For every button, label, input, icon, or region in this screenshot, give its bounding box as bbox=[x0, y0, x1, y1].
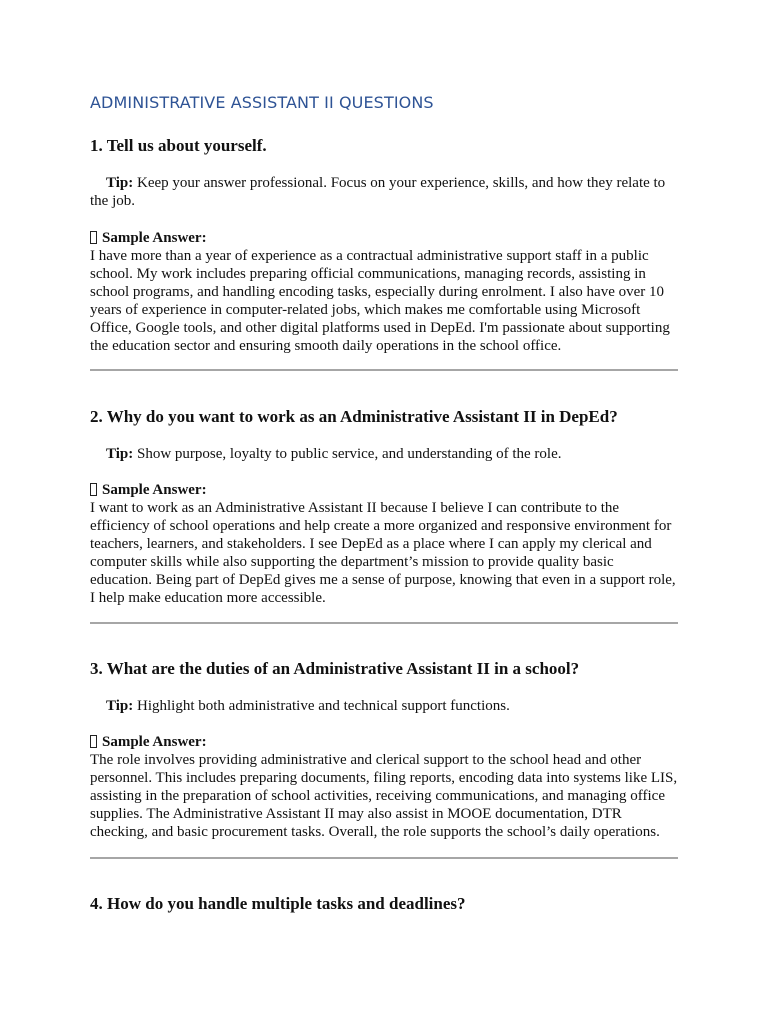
question-heading: 2. Why do you want to work as an Administrative Assistant II in DepEd? bbox=[90, 407, 618, 426]
question-heading: 1. Tell us about yourself. bbox=[90, 136, 267, 155]
sample-answer-text: The role involves providing administrative and clerical support to the school head and other personnel. This includes preparing documents, filing reports, encoding data into systems like LIS, assisting in the preparation of school activities, receiving communications, and managing office supplies. The Administrative Assistant II may also assist in MOOE documentation, DTR checking, and basic procurement tasks. Overall, the role supports the school’s daily operations. bbox=[90, 752, 678, 840]
tip-body: Keep your answer professional. Focus on your experience, skills, and how they relate to the job. bbox=[90, 175, 666, 209]
sample-answer-label bbox=[90, 481, 678, 499]
placeholder-box-icon bbox=[90, 231, 97, 244]
sample-answer-text: I want to work as an Administrative Assistant II because I believe I can contribute to the efficiency of school operations and help create a more organized and responsive environment for teachers, learners, and stakeholders. I see DepEd as a place where I can apply my clerical and computer skills while also supporting the department’s mission to provide quality basic education. Being part of DepEd gives me a sense of purpose, knowing that even in a support role, I help make education more accessible. bbox=[90, 500, 676, 606]
sample-label-text: Sample Answer: bbox=[102, 230, 207, 246]
question-heading: 4. How do you handle multiple tasks and deadlines? bbox=[90, 894, 466, 913]
placeholder-box-icon bbox=[90, 483, 97, 496]
sample-label-text: Sample Answer: bbox=[102, 482, 207, 498]
placeholder-box-icon bbox=[90, 735, 97, 748]
question-section-2 bbox=[90, 407, 678, 607]
section-divider bbox=[90, 369, 678, 371]
tip-text bbox=[90, 445, 678, 463]
tip-body: Show purpose, loyalty to public service, and understanding of the role. bbox=[137, 446, 562, 462]
question-heading: 3. What are the duties of an Administrative Assistant II in a school? bbox=[90, 659, 580, 678]
sample-answer-label bbox=[90, 229, 678, 247]
tip-label: Tip: bbox=[106, 175, 134, 191]
question-section-1 bbox=[90, 136, 678, 355]
sample-answer-text: I have more than a year of experience as a contractual administrative support staff in a public school. My work includes preparing official communications, managing records, assisting in school programs, and handling encoding tasks, especially during enrolment. I also have over 10 years of experience in computer-related jobs, which makes me comfortable using Microsoft Office, Google tools, and other digital platforms used in DepEd. I'm passionate about supporting the education sector and ensuring smooth daily operations in the school office. bbox=[90, 248, 670, 354]
section-divider bbox=[90, 622, 678, 624]
question-section-3 bbox=[90, 659, 678, 841]
section-divider bbox=[90, 857, 678, 859]
document-title: ADMINISTRATIVE ASSISTANT II QUESTIONS bbox=[90, 93, 434, 112]
tip-label: Tip: bbox=[106, 698, 134, 714]
sample-answer-label bbox=[90, 733, 678, 751]
question-section-4 bbox=[90, 894, 678, 914]
tip-text bbox=[90, 697, 678, 715]
tip-text bbox=[90, 174, 678, 210]
sample-label-text: Sample Answer: bbox=[102, 734, 207, 750]
tip-label: Tip: bbox=[106, 446, 134, 462]
tip-body: Highlight both administrative and technical support functions. bbox=[137, 698, 510, 714]
